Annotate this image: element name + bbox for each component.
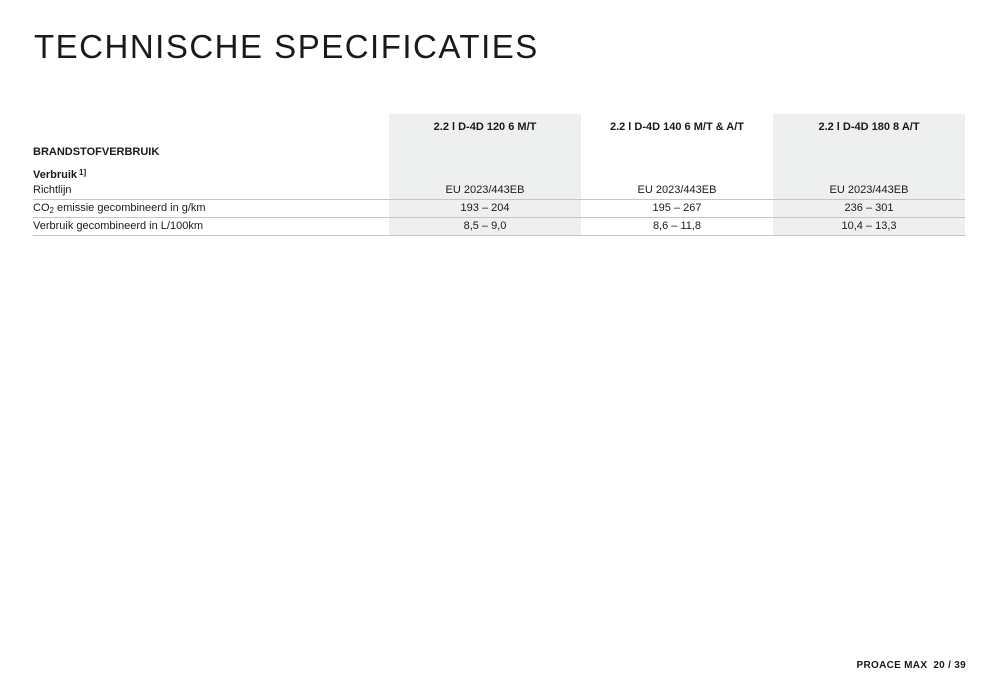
section-shade-2 bbox=[581, 141, 773, 163]
section-shade-1 bbox=[389, 141, 581, 163]
table-cell: EU 2023/443EB bbox=[773, 182, 965, 200]
subsection-title: Verbruik bbox=[33, 169, 78, 181]
column-header-1: 2.2 l D-4D 120 6 M/T bbox=[389, 114, 581, 141]
row-label: Verbruik gecombineerd in L/100km bbox=[33, 218, 389, 236]
section-row bbox=[33, 141, 966, 163]
table-cell: 195 – 267 bbox=[581, 200, 773, 218]
table-cell: EU 2023/443EB bbox=[389, 182, 581, 200]
subsection-title-cell bbox=[33, 163, 389, 182]
table-row bbox=[33, 218, 966, 236]
table-header-row bbox=[33, 114, 966, 141]
row-label: Richtlijn bbox=[33, 182, 389, 200]
table-cell: EU 2023/443EB bbox=[581, 182, 773, 200]
subsection-shade-3 bbox=[773, 163, 965, 182]
section-title: BRANDSTOFVERBRUIK bbox=[33, 146, 160, 158]
row-label-prefix: CO bbox=[33, 202, 50, 214]
table-cell: 8,6 – 11,8 bbox=[581, 218, 773, 236]
section-shade-3 bbox=[773, 141, 965, 163]
row-label bbox=[33, 200, 389, 218]
table-row bbox=[33, 200, 966, 218]
header-label-cell bbox=[33, 114, 389, 141]
table-cell: 193 – 204 bbox=[389, 200, 581, 218]
spec-table bbox=[33, 114, 966, 236]
subsection-shade-1 bbox=[389, 163, 581, 182]
row-label-subscript: 2 bbox=[49, 206, 54, 215]
column-header-3: 2.2 l D-4D 180 8 A/T bbox=[773, 114, 965, 141]
page-title: TECHNISCHE SPECIFICATIES bbox=[34, 28, 539, 65]
column-header-2: 2.2 l D-4D 140 6 M/T & A/T bbox=[581, 114, 773, 141]
footnote-marker: 1] bbox=[79, 168, 87, 177]
table-cell: 8,5 – 9,0 bbox=[389, 218, 581, 236]
page-number: 20 / 39 bbox=[933, 660, 966, 671]
row-label-suffix: emissie gecombineerd in g/km bbox=[53, 202, 206, 214]
footer-model: PROACE MAX bbox=[856, 660, 928, 671]
table-row bbox=[33, 182, 966, 200]
table-cell: 236 – 301 bbox=[773, 200, 965, 218]
table-cell: 10,4 – 13,3 bbox=[773, 218, 965, 236]
subsection-shade-2 bbox=[581, 163, 773, 182]
subsection-row bbox=[33, 163, 966, 182]
page-footer bbox=[857, 660, 966, 671]
